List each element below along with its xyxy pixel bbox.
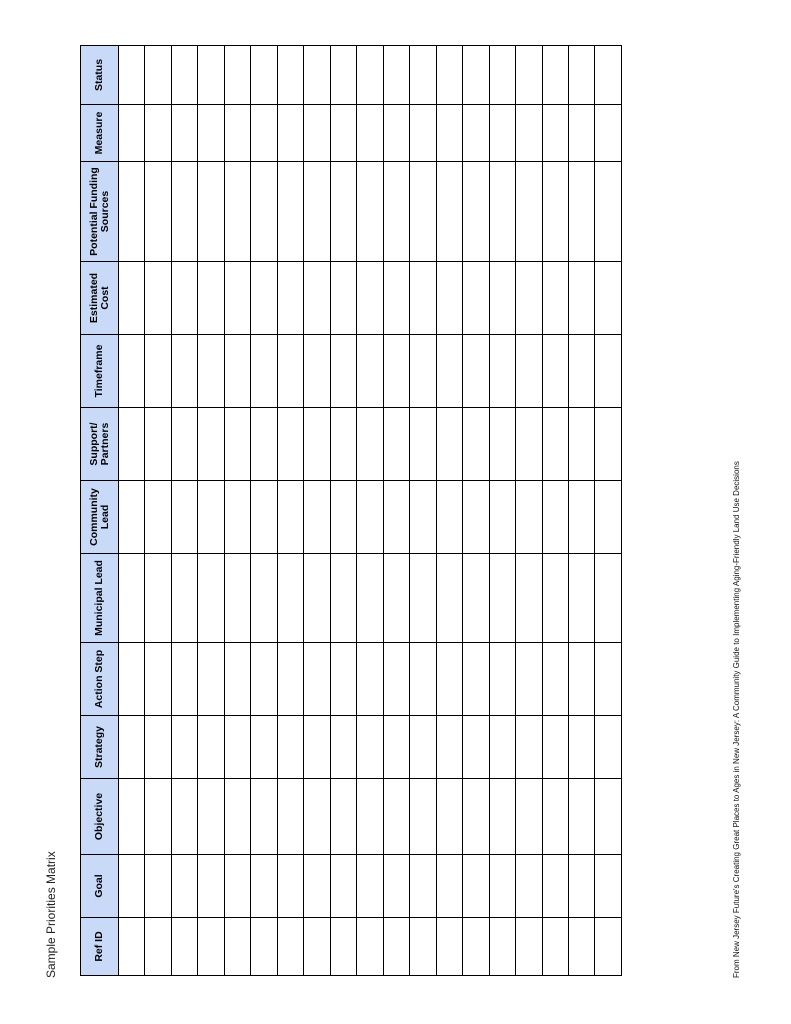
table-cell xyxy=(224,481,250,554)
table-cell xyxy=(224,855,250,918)
table-cell xyxy=(436,554,462,643)
table-cell xyxy=(145,335,171,408)
table-row xyxy=(516,46,542,976)
table-cell xyxy=(145,779,171,855)
table-cell xyxy=(224,46,250,105)
table-cell xyxy=(277,643,303,716)
table-cell xyxy=(489,408,515,481)
column-header: Objective xyxy=(81,779,119,855)
table-cell xyxy=(595,481,622,554)
table-cell xyxy=(251,408,277,481)
table-cell xyxy=(330,554,356,643)
table-cell xyxy=(171,46,197,105)
table-cell xyxy=(251,335,277,408)
table-cell xyxy=(304,262,330,335)
column-header: Action Step xyxy=(81,643,119,716)
table-row xyxy=(224,46,250,976)
table-cell xyxy=(251,716,277,779)
table-cell xyxy=(330,262,356,335)
table-cell xyxy=(198,262,224,335)
table-row xyxy=(330,46,356,976)
table-cell xyxy=(542,46,568,105)
table-cell xyxy=(436,162,462,262)
table-row xyxy=(410,46,436,976)
table-cell xyxy=(489,335,515,408)
table-cell xyxy=(383,554,409,643)
table-cell xyxy=(224,105,250,162)
table-row xyxy=(171,46,197,976)
table-cell xyxy=(277,335,303,408)
table-row xyxy=(198,46,224,976)
table-cell xyxy=(542,918,568,976)
table-row xyxy=(436,46,462,976)
header-row xyxy=(81,46,119,976)
table-cell xyxy=(383,105,409,162)
table-cell xyxy=(489,918,515,976)
table-cell xyxy=(516,162,542,262)
table-cell xyxy=(383,918,409,976)
table-cell xyxy=(330,408,356,481)
column-header: Support/ Partners xyxy=(81,408,119,481)
table-cell xyxy=(463,779,489,855)
table-cell xyxy=(304,779,330,855)
table-cell xyxy=(542,643,568,716)
table-cell xyxy=(171,481,197,554)
column-header: Municipal Lead xyxy=(81,554,119,643)
table-cell xyxy=(410,779,436,855)
table-cell xyxy=(330,105,356,162)
table-cell xyxy=(330,855,356,918)
table-cell xyxy=(171,716,197,779)
table-cell xyxy=(595,105,622,162)
table-cell xyxy=(304,335,330,408)
table-cell xyxy=(595,262,622,335)
table-cell xyxy=(542,335,568,408)
table-cell xyxy=(410,162,436,262)
table-cell xyxy=(516,335,542,408)
table-cell xyxy=(595,408,622,481)
table-cell xyxy=(171,335,197,408)
table-cell xyxy=(436,46,462,105)
table-cell xyxy=(383,643,409,716)
table-cell xyxy=(224,335,250,408)
table-cell xyxy=(198,162,224,262)
table-cell xyxy=(463,554,489,643)
table-cell xyxy=(145,481,171,554)
table-cell xyxy=(595,855,622,918)
table-cell xyxy=(568,335,594,408)
table-cell xyxy=(304,918,330,976)
table-cell xyxy=(568,162,594,262)
table-cell xyxy=(516,855,542,918)
table-cell xyxy=(145,262,171,335)
table-cell xyxy=(330,335,356,408)
table-cell xyxy=(251,46,277,105)
table-cell xyxy=(542,554,568,643)
column-header: Ref ID xyxy=(81,918,119,976)
column-header: Timeframe xyxy=(81,335,119,408)
table-cell xyxy=(463,716,489,779)
table-cell xyxy=(198,105,224,162)
table-cell xyxy=(357,779,383,855)
column-header: Goal xyxy=(81,855,119,918)
table-cell xyxy=(516,481,542,554)
table-body xyxy=(119,46,622,976)
table-cell xyxy=(410,335,436,408)
table-cell xyxy=(330,481,356,554)
table-cell xyxy=(119,779,145,855)
table-cell xyxy=(277,855,303,918)
table-cell xyxy=(410,262,436,335)
table-row xyxy=(119,46,145,976)
table-cell xyxy=(436,855,462,918)
table-cell xyxy=(595,716,622,779)
table-cell xyxy=(516,554,542,643)
table-cell xyxy=(436,335,462,408)
table-row xyxy=(251,46,277,976)
table-cell xyxy=(542,481,568,554)
table-cell xyxy=(251,554,277,643)
table-cell xyxy=(304,408,330,481)
table-cell xyxy=(489,481,515,554)
table-cell xyxy=(463,918,489,976)
table-cell xyxy=(383,855,409,918)
table-cell xyxy=(304,46,330,105)
table-cell xyxy=(277,46,303,105)
table-cell xyxy=(383,779,409,855)
table-cell xyxy=(383,335,409,408)
table-cell xyxy=(463,105,489,162)
table-cell xyxy=(595,162,622,262)
column-header: Estimated Cost xyxy=(81,262,119,335)
table-row xyxy=(277,46,303,976)
table-cell xyxy=(357,408,383,481)
table-cell xyxy=(224,643,250,716)
table-cell xyxy=(357,855,383,918)
table-cell xyxy=(171,105,197,162)
table-cell xyxy=(119,481,145,554)
table-cell xyxy=(542,855,568,918)
table-cell xyxy=(489,105,515,162)
table-cell xyxy=(171,408,197,481)
table-cell xyxy=(568,716,594,779)
table-cell xyxy=(171,918,197,976)
table-cell xyxy=(410,855,436,918)
table-cell xyxy=(383,262,409,335)
table-cell xyxy=(436,716,462,779)
table-cell xyxy=(383,408,409,481)
table-cell xyxy=(198,408,224,481)
table-cell xyxy=(568,918,594,976)
table-cell xyxy=(568,408,594,481)
table-cell xyxy=(383,716,409,779)
table-row xyxy=(145,46,171,976)
table-cell xyxy=(463,262,489,335)
table-row xyxy=(542,46,568,976)
table-cell xyxy=(119,554,145,643)
table-cell xyxy=(277,779,303,855)
table-cell xyxy=(436,779,462,855)
priorities-matrix xyxy=(80,46,622,976)
table-cell xyxy=(542,408,568,481)
table-cell xyxy=(224,408,250,481)
table-row xyxy=(304,46,330,976)
table-cell xyxy=(224,554,250,643)
table-cell xyxy=(383,481,409,554)
table-cell xyxy=(119,643,145,716)
table-cell xyxy=(436,408,462,481)
table-cell xyxy=(542,779,568,855)
table-cell xyxy=(145,918,171,976)
table-cell xyxy=(489,162,515,262)
table-cell xyxy=(277,481,303,554)
table-cell xyxy=(198,779,224,855)
table-cell xyxy=(145,408,171,481)
table-cell xyxy=(145,105,171,162)
table-cell xyxy=(224,716,250,779)
table-cell xyxy=(410,716,436,779)
table-cell xyxy=(568,855,594,918)
table-cell xyxy=(145,162,171,262)
table-cell xyxy=(516,408,542,481)
table-cell xyxy=(119,335,145,408)
table-cell xyxy=(595,643,622,716)
table-cell xyxy=(171,262,197,335)
table-cell xyxy=(224,918,250,976)
table-cell xyxy=(198,918,224,976)
table-cell xyxy=(595,779,622,855)
table-cell xyxy=(516,918,542,976)
table-cell xyxy=(516,716,542,779)
table-cell xyxy=(277,262,303,335)
table-cell xyxy=(330,918,356,976)
table-cell xyxy=(304,554,330,643)
table-cell xyxy=(436,643,462,716)
table-cell xyxy=(410,46,436,105)
table-cell xyxy=(357,335,383,408)
table-cell xyxy=(568,779,594,855)
table-cell xyxy=(251,162,277,262)
table-row xyxy=(383,46,409,976)
table-cell xyxy=(119,105,145,162)
table-cell xyxy=(119,162,145,262)
footer-citation: From New Jersey Future's Creating Great Places to Ages in New Jersey: A Community Guide to Implementing Aging-Friendly Land Use Decisions xyxy=(732,461,741,978)
table-cell xyxy=(410,408,436,481)
table-cell xyxy=(383,46,409,105)
table-cell xyxy=(436,105,462,162)
table-cell xyxy=(436,262,462,335)
table-cell xyxy=(198,335,224,408)
table-cell xyxy=(489,643,515,716)
table-cell xyxy=(277,716,303,779)
priorities-table xyxy=(80,45,622,976)
table-cell xyxy=(568,262,594,335)
table-cell xyxy=(463,46,489,105)
table-cell xyxy=(224,162,250,262)
table-cell xyxy=(330,162,356,262)
table-cell xyxy=(410,554,436,643)
table-cell xyxy=(516,779,542,855)
table-cell xyxy=(542,716,568,779)
table-cell xyxy=(304,716,330,779)
table-cell xyxy=(357,262,383,335)
table-cell xyxy=(277,105,303,162)
table-cell xyxy=(568,481,594,554)
table-cell xyxy=(251,779,277,855)
table-cell xyxy=(119,855,145,918)
table-cell xyxy=(330,779,356,855)
table-cell xyxy=(330,716,356,779)
table-cell xyxy=(489,46,515,105)
table-cell xyxy=(304,855,330,918)
table-row xyxy=(357,46,383,976)
table-cell xyxy=(251,105,277,162)
table-row xyxy=(463,46,489,976)
table-cell xyxy=(330,643,356,716)
table-cell xyxy=(463,481,489,554)
table-cell xyxy=(198,554,224,643)
table-cell xyxy=(119,918,145,976)
table-cell xyxy=(463,162,489,262)
table-cell xyxy=(516,105,542,162)
table-cell xyxy=(251,643,277,716)
table-cell xyxy=(489,855,515,918)
column-header: Strategy xyxy=(81,716,119,779)
table-cell xyxy=(251,918,277,976)
table-cell xyxy=(357,918,383,976)
table-cell xyxy=(542,105,568,162)
column-header: Measure xyxy=(81,105,119,162)
table-cell xyxy=(357,46,383,105)
table-cell xyxy=(383,162,409,262)
table-cell xyxy=(463,408,489,481)
table-cell xyxy=(516,643,542,716)
table-cell xyxy=(489,262,515,335)
table-cell xyxy=(224,779,250,855)
table-cell xyxy=(357,554,383,643)
table-cell xyxy=(251,262,277,335)
table-cell xyxy=(171,779,197,855)
table-cell xyxy=(410,481,436,554)
table-cell xyxy=(304,481,330,554)
table-cell xyxy=(489,779,515,855)
table-cell xyxy=(357,162,383,262)
table-cell xyxy=(251,481,277,554)
table-cell xyxy=(171,162,197,262)
table-cell xyxy=(568,643,594,716)
table-cell xyxy=(171,643,197,716)
table-cell xyxy=(277,408,303,481)
table-cell xyxy=(410,643,436,716)
table-cell xyxy=(568,554,594,643)
column-header: Community Lead xyxy=(81,481,119,554)
table-cell xyxy=(119,46,145,105)
table-cell xyxy=(171,855,197,918)
table-cell xyxy=(119,408,145,481)
table-cell xyxy=(304,105,330,162)
table-cell xyxy=(489,554,515,643)
column-header: Status xyxy=(81,46,119,105)
table-cell xyxy=(463,643,489,716)
page-title: Sample Priorities Matrix xyxy=(44,851,58,978)
table-cell xyxy=(198,481,224,554)
table-cell xyxy=(304,162,330,262)
table-cell xyxy=(277,554,303,643)
table-cell xyxy=(198,855,224,918)
table-row xyxy=(595,46,622,976)
table-cell xyxy=(595,554,622,643)
table-cell xyxy=(357,105,383,162)
table-cell xyxy=(410,105,436,162)
table-cell xyxy=(198,643,224,716)
table-cell xyxy=(145,554,171,643)
table-cell xyxy=(119,262,145,335)
table-cell xyxy=(145,716,171,779)
table-cell xyxy=(119,716,145,779)
table-cell xyxy=(198,46,224,105)
table-cell xyxy=(304,643,330,716)
table-cell xyxy=(251,855,277,918)
table-cell xyxy=(277,918,303,976)
table-cell xyxy=(542,262,568,335)
table-cell xyxy=(436,481,462,554)
table-row xyxy=(568,46,594,976)
table-cell xyxy=(410,918,436,976)
table-cell xyxy=(277,162,303,262)
table-cell xyxy=(436,918,462,976)
column-header: Potential Funding Sources xyxy=(81,162,119,262)
table-cell xyxy=(595,46,622,105)
table-cell xyxy=(198,716,224,779)
table-cell xyxy=(171,554,197,643)
table-cell xyxy=(357,643,383,716)
table-cell xyxy=(463,335,489,408)
table-cell xyxy=(145,855,171,918)
table-cell xyxy=(463,855,489,918)
table-cell xyxy=(595,918,622,976)
table-cell xyxy=(568,46,594,105)
table-cell xyxy=(516,262,542,335)
table-cell xyxy=(542,162,568,262)
table-cell xyxy=(357,716,383,779)
table-cell xyxy=(568,105,594,162)
table-cell xyxy=(224,262,250,335)
table-cell xyxy=(145,643,171,716)
table-cell xyxy=(330,46,356,105)
table-row xyxy=(489,46,515,976)
table-cell xyxy=(595,335,622,408)
table-cell xyxy=(516,46,542,105)
table-cell xyxy=(357,481,383,554)
table-cell xyxy=(145,46,171,105)
table-cell xyxy=(489,716,515,779)
